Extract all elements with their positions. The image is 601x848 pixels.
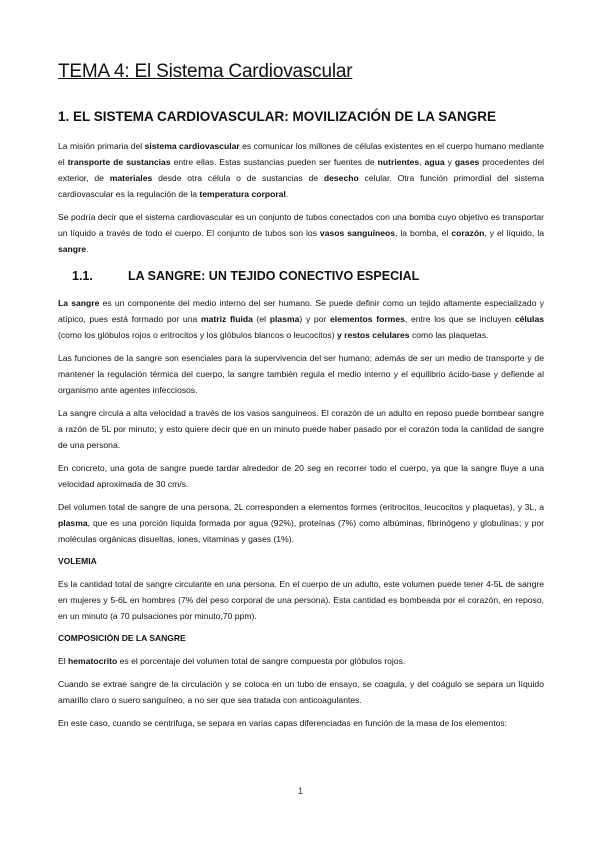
paragraph-la-sangre: La sangre es un componente del medio interno del ser humano. Se puede definir como un tejido altamente especializado y atípico, pues está formado por una matriz fluida (el plasma) y por elementos formes, entre los que se incluyen células (como los glóbulos rojos o eritrocitos y los glóbulos blancos o leucocitos) y restos celulares como las plaquetas. [58,298,545,340]
section-heading-1: 1. EL SISTEMA CARDIOVASCULAR: MOVILIZACIÓN DE LA SANGRE [58,109,497,124]
paragraph-volemia: Es la cantidad total de sangre circulante en una persona. En el cuerpo de un adulto, este volumen puede tener 4-5L de sangre en mujeres y 5-6L en hombres (7% del peso corporal de una persona). Esta cantidad es bombeada por el corazón, en reposo, en un minuto (a 70 pulsaciones por minuto,70 ppm). [58,579,544,621]
paragraph-hematocrito: El hematocrito es el porcentaje del volumen total de sangre compuesta por glóbulos rojos. [58,656,406,666]
heading-volemia: VOLEMIA [58,556,97,566]
paragraph-coagulo: Cuando se extrae sangre de la circulación y se coloca en un tubo de ensayo, se coagula, y del coágulo se separa un líquido amarillo claro o suero sanguíneo, a no ser que sea tratada con anticoagulantes. [58,679,544,705]
paragraph-circulacion: La sangre circula a alta velocidad a través de los vasos sanguíneos. El corazón de un adulto en reposo puede bombear sangre a razón de 5L por minuto; y esto quiere decir que en un minuto puede haber pasado por el corazón toda la cantidad de sangre de una persona. [58,408,544,450]
subsection-heading-1-1: 1.1. LA SANGRE: UN TEJIDO CONECTIVO ESPECIAL [72,269,420,283]
page-number: 1 [297,786,303,796]
paragraph-funciones: Las funciones de la sangre son esenciales para la supervivencia del ser humano; además de ser un medio de transporte y de mantener la regulación térmica del cuerpo, la sangre también regula el medio interno y el equilibrio ácido-base y defiende al organismo ante agentes infecciosos. [58,353,544,395]
paragraph-conjunto-tubos: Se podría decir que el sistema cardiovascular es un conjunto de tubos conectados con una bomba cuyo objetivo es transportar un líquido a través de todo el cuerpo. El conjunto de tubos son los vasos sanguíneos, la bomba, el corazón, y el líquido, la sangre. [58,212,545,254]
paragraph-volumen: Del volumen total de sangre de una persona, 2L corresponden a elementos formes (eritrocitos, leucocitos y plaquetas), y 3L, a plasma, que es una porción líquida formada por agua (92%), proteínas (7%) como albúminas, fibrinógeno y globulinas; y por moléculas orgánicas disueltas, iones, vitaminas y gases (1%). [58,502,544,544]
document-title: TEMA 4: El Sistema Cardiovascular [58,61,353,82]
heading-composicion: COMPOSICIÓN DE LA SANGRE [58,633,186,643]
paragraph-centrifuga: En este caso, cuando se centrifuga, se separa en varias capas diferenciadas en función de la masa de los elementos: [58,718,508,728]
paragraph-gota: En concreto, una gota de sangre puede tardar alrededor de 20 seg en recorrer todo el cuerpo, ya que la sangre fluye a una velocidad aproximada de 30 cm/s. [58,463,544,489]
paragraph-mision: La misión primaria del sistema cardiovascular es comunicar los millones de células existentes en el cuerpo humano mediante el transporte de sustancias entre ellas. Estas sustancias pueden ser fuentes de nutrientes, agua y gases procedentes del exterior, de materiales desde otra célula o de sustancias de desecho celular. Otra función primordial del sistema cardiovascular es la regulación de la temperatura corporal. [58,141,545,199]
page-content [58,60,544,738]
